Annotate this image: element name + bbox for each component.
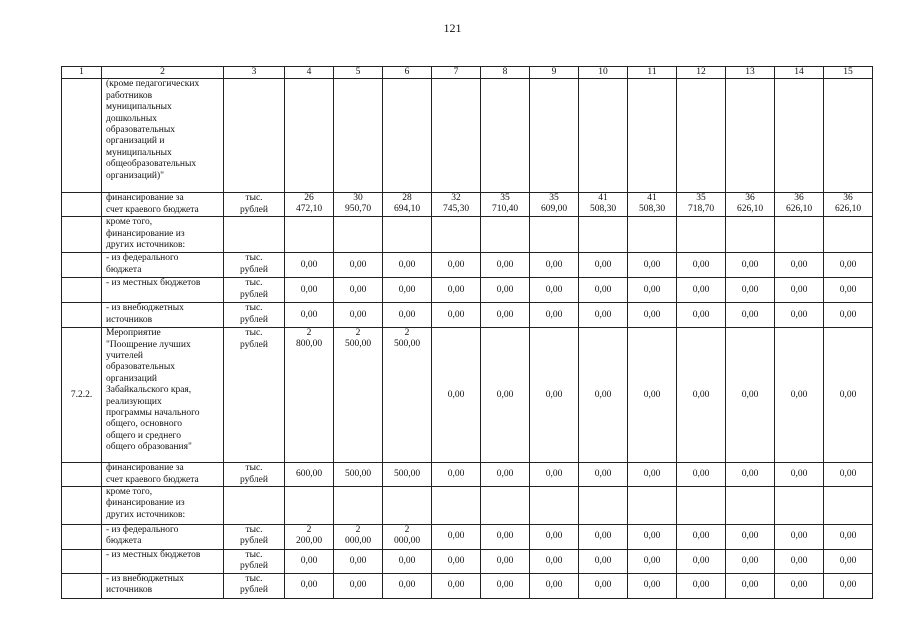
value-cell: 0,00 [775,550,824,574]
value-cell: 0,00 [628,550,677,574]
value-cell: 0,00 [285,303,334,328]
value-cell: 0,00 [726,303,775,328]
value-cell: 0,00 [824,550,873,574]
value-cell: 0,00 [481,303,530,328]
value-cell: 0,00 [481,525,530,550]
item-number [62,278,102,303]
value-cell: 0,00 [775,328,824,463]
value-cell: 0,00 [383,303,432,328]
value-cell: 500,00 [383,463,432,487]
value-cell [628,79,677,193]
value-cell: 0,00 [726,550,775,574]
value-cell [628,487,677,525]
value-cell: 2 800,00 [285,328,334,463]
value-cell [824,217,873,253]
value-cell [677,217,726,253]
value-cell [775,217,824,253]
item-number [62,193,102,217]
value-cell [579,217,628,253]
value-cell: 0,00 [334,550,383,574]
value-cell [481,487,530,525]
value-cell: 0,00 [481,463,530,487]
item-description: финансирование за счет краевого бюджета [102,193,224,217]
value-cell: 0,00 [579,278,628,303]
value-cell: 35 710,40 [481,193,530,217]
value-cell: 0,00 [677,303,726,328]
value-cell [285,79,334,193]
value-cell: 0,00 [677,573,726,598]
unit-cell: тыс. рублей [224,303,285,328]
value-cell: 0,00 [775,253,824,278]
value-cell [432,79,481,193]
value-cell [775,487,824,525]
value-cell: 0,00 [726,278,775,303]
value-cell: 0,00 [530,550,579,574]
value-cell [432,217,481,253]
value-cell: 0,00 [285,573,334,598]
value-cell: 0,00 [530,463,579,487]
value-cell: 35 609,00 [530,193,579,217]
item-description: - из федерального бюджета [102,525,224,550]
value-cell: 0,00 [285,253,334,278]
value-cell: 0,00 [530,278,579,303]
table-row [62,487,873,525]
value-cell: 26 472,10 [285,193,334,217]
value-cell: 0,00 [824,253,873,278]
unit-cell: тыс. рублей [224,463,285,487]
value-cell: 0,00 [628,525,677,550]
value-cell: 0,00 [726,463,775,487]
value-cell: 2 500,00 [334,328,383,463]
column-number: 2 [102,67,224,79]
value-cell: 32 745,30 [432,193,481,217]
value-cell [334,79,383,193]
value-cell: 0,00 [285,278,334,303]
unit-cell: тыс. рублей [224,193,285,217]
value-cell: 0,00 [530,525,579,550]
value-cell: 0,00 [677,550,726,574]
value-cell [677,487,726,525]
item-number [62,463,102,487]
item-number [62,573,102,598]
unit-cell: тыс. рублей [224,525,285,550]
column-number: 7 [432,67,481,79]
item-number [62,79,102,193]
value-cell: 0,00 [824,463,873,487]
value-cell: 0,00 [383,253,432,278]
value-cell: 0,00 [432,463,481,487]
item-description: - из внебюджетных источников [102,573,224,598]
table-row [62,550,873,574]
column-number: 15 [824,67,873,79]
budget-table [61,66,873,599]
value-cell [383,217,432,253]
item-number [62,550,102,574]
value-cell [432,487,481,525]
value-cell: 0,00 [285,550,334,574]
item-description: - из внебюджетных источников [102,303,224,328]
unit-cell: тыс. рублей [224,253,285,278]
value-cell: 0,00 [677,278,726,303]
item-description: - из местных бюджетов [102,550,224,574]
value-cell: 0,00 [775,463,824,487]
table-row [62,193,873,217]
value-cell: 0,00 [726,525,775,550]
value-cell [530,217,579,253]
value-cell: 0,00 [383,278,432,303]
item-number [62,525,102,550]
table-row [62,525,873,550]
unit-cell [224,217,285,253]
value-cell: 0,00 [726,253,775,278]
column-number: 11 [628,67,677,79]
value-cell: 0,00 [824,328,873,463]
value-cell: 0,00 [334,253,383,278]
value-cell: 0,00 [481,573,530,598]
value-cell [824,487,873,525]
value-cell: 0,00 [775,525,824,550]
value-cell [383,487,432,525]
unit-cell: тыс. рублей [224,550,285,574]
value-cell: 0,00 [432,253,481,278]
value-cell: 0,00 [530,573,579,598]
value-cell [530,487,579,525]
value-cell: 0,00 [775,303,824,328]
value-cell: 0,00 [824,525,873,550]
table-row [62,278,873,303]
column-number: 3 [224,67,285,79]
value-cell [334,217,383,253]
value-cell: 2 500,00 [383,328,432,463]
column-number: 6 [383,67,432,79]
value-cell [481,79,530,193]
item-number [62,487,102,525]
value-cell: 0,00 [824,278,873,303]
value-cell: 0,00 [579,303,628,328]
value-cell: 500,00 [334,463,383,487]
value-cell: 0,00 [726,573,775,598]
column-number: 13 [726,67,775,79]
value-cell: 0,00 [334,278,383,303]
value-cell: 0,00 [677,328,726,463]
value-cell [383,79,432,193]
unit-cell: тыс. рублей [224,328,285,463]
table-row [62,573,873,598]
value-cell: 0,00 [530,253,579,278]
value-cell: 0,00 [677,525,726,550]
value-cell: 0,00 [530,328,579,463]
value-cell: 0,00 [677,253,726,278]
value-cell: 0,00 [481,328,530,463]
value-cell: 2 200,00 [285,525,334,550]
value-cell: 0,00 [628,253,677,278]
value-cell: 0,00 [432,278,481,303]
value-cell [530,79,579,193]
value-cell: 0,00 [432,573,481,598]
value-cell: 0,00 [628,573,677,598]
value-cell: 41 508,30 [579,193,628,217]
value-cell: 0,00 [579,550,628,574]
value-cell [628,217,677,253]
value-cell [726,217,775,253]
item-description: Мероприятие "Поощрение лучших учителей образовательных организаций Забайкальского края, реализующих программы начального общего, основного общего и среднего общего образования" [102,328,224,463]
item-number [62,303,102,328]
item-number [62,253,102,278]
table-row [62,79,873,193]
value-cell: 2 000,00 [383,525,432,550]
value-cell: 0,00 [481,550,530,574]
item-description: кроме того, финансирование из других источников: [102,217,224,253]
value-cell [726,79,775,193]
item-description: кроме того, финансирование из других источников: [102,487,224,525]
value-cell: 36 626,10 [824,193,873,217]
value-cell [285,217,334,253]
value-cell: 600,00 [285,463,334,487]
value-cell [677,79,726,193]
value-cell: 0,00 [481,253,530,278]
table-row [62,463,873,487]
table-row [62,303,873,328]
value-cell: 35 718,70 [677,193,726,217]
value-cell: 0,00 [432,328,481,463]
column-number: 9 [530,67,579,79]
value-cell: 0,00 [383,550,432,574]
value-cell: 2 000,00 [334,525,383,550]
unit-cell: тыс. рублей [224,573,285,598]
value-cell: 0,00 [579,253,628,278]
page-number: 121 [443,21,462,35]
value-cell: 0,00 [628,328,677,463]
column-number: 1 [62,67,102,79]
value-cell: 0,00 [726,328,775,463]
value-cell: 0,00 [824,303,873,328]
value-cell: 36 626,10 [775,193,824,217]
table-row [62,253,873,278]
item-description: - из местных бюджетов [102,278,224,303]
value-cell [285,487,334,525]
value-cell: 0,00 [334,303,383,328]
column-number: 8 [481,67,530,79]
item-description: (кроме педагогических работников муниципальных дошкольных образовательных организаций и муниципальных общеобразовательных организаций)" [102,79,224,193]
column-number: 12 [677,67,726,79]
table-row [62,328,873,463]
value-cell: 28 694,10 [383,193,432,217]
value-cell: 0,00 [628,463,677,487]
value-cell: 0,00 [432,525,481,550]
value-cell: 0,00 [628,303,677,328]
value-cell: 0,00 [579,573,628,598]
value-cell: 0,00 [383,573,432,598]
value-cell [481,217,530,253]
value-cell: 0,00 [334,573,383,598]
table-row [62,217,873,253]
column-number: 4 [285,67,334,79]
column-number: 10 [579,67,628,79]
value-cell: 0,00 [432,550,481,574]
table-header-row [62,67,873,79]
item-description: - из федерального бюджета [102,253,224,278]
value-cell [579,79,628,193]
value-cell: 0,00 [628,278,677,303]
value-cell: 0,00 [824,573,873,598]
value-cell: 36 626,10 [726,193,775,217]
unit-cell: тыс. рублей [224,278,285,303]
value-cell: 41 508,30 [628,193,677,217]
value-cell: 0,00 [579,328,628,463]
value-cell [334,487,383,525]
value-cell [824,79,873,193]
column-number: 5 [334,67,383,79]
value-cell: 0,00 [775,278,824,303]
unit-cell [224,487,285,525]
value-cell [726,487,775,525]
value-cell [579,487,628,525]
column-number: 14 [775,67,824,79]
item-number: 7.2.2. [62,328,102,463]
value-cell: 0,00 [432,303,481,328]
unit-cell [224,79,285,193]
value-cell: 0,00 [579,463,628,487]
value-cell: 30 950,70 [334,193,383,217]
value-cell: 0,00 [775,573,824,598]
value-cell: 0,00 [677,463,726,487]
item-number [62,217,102,253]
item-description: финансирование за счет краевого бюджета [102,463,224,487]
value-cell: 0,00 [481,278,530,303]
value-cell [775,79,824,193]
value-cell: 0,00 [579,525,628,550]
value-cell: 0,00 [530,303,579,328]
